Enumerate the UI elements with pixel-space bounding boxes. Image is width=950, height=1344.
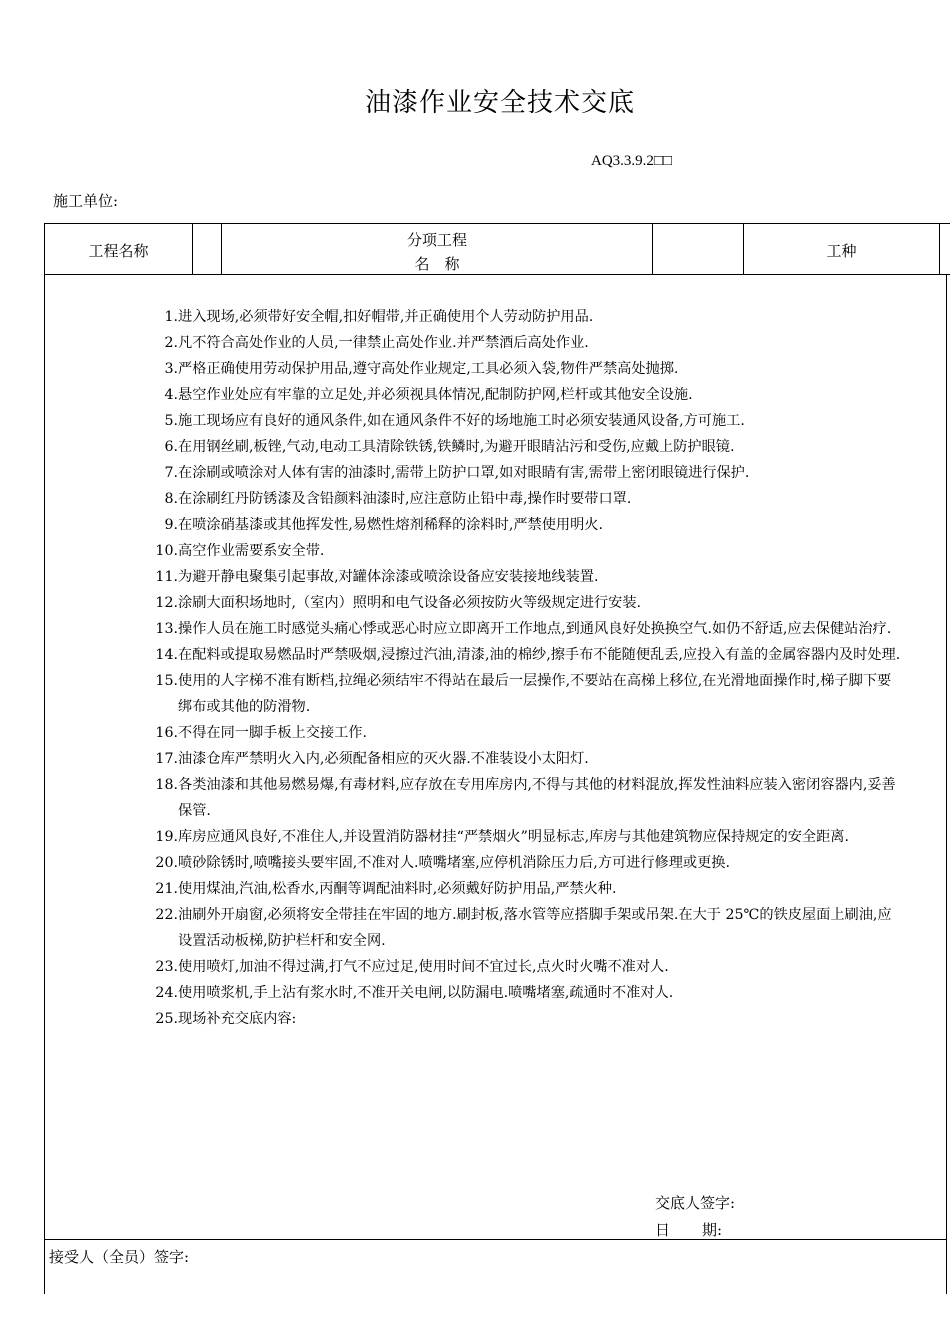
list-item-number-text: 21.: [155, 881, 178, 897]
list-item-text: 使用喷浆机,手上沾有浆水时,不准开关电闸,以防漏电.喷嘴堵塞,疏通时不准对人.: [178, 985, 674, 1001]
list-item-text: 库房应通风良好,不准住人,并设置消防器材挂“严禁烟火”明显标志,库房与其他建筑物应保持规定的安全距离.: [178, 829, 849, 845]
list-item-text: 为避开静电聚集引起事故,对罐体涂漆或喷涂设备应安装接地线装置.: [178, 569, 599, 585]
list-item-number-text: 14.: [155, 647, 178, 663]
table-col-line-5: [939, 223, 940, 275]
project-name-header: 工程名称: [88, 242, 149, 260]
list-item-number: [132, 720, 178, 746]
list-item-number: [132, 434, 178, 460]
list-item: [132, 876, 902, 902]
list-item-number: [132, 564, 178, 590]
list-item-text: 不得在同一脚手板上交接工作.: [178, 725, 367, 741]
list-item-number-text: 6.: [164, 439, 178, 455]
list-item-text: 使用喷灯,加油不得过满,打气不应过足,使用时间不宜过长,点火时火嘴不准对人.: [178, 959, 669, 975]
list-item-number-text: 2.: [164, 335, 178, 351]
list-item-number: [132, 616, 178, 642]
list-item-number: [132, 590, 178, 616]
list-item-text: 在配料或提取易燃品时严禁吸烟,浸擦过汽油,清漆,油的棉纱,擦手布不能随便乱丢,应投入有盖的金属容器内及时处理.: [178, 647, 901, 663]
list-item-number: [132, 954, 178, 980]
list-item: [132, 538, 902, 564]
list-item-number-text: 5.: [164, 413, 178, 429]
list-item: [132, 408, 902, 434]
discloser-signature-label: 交底人签字:: [655, 1194, 736, 1212]
list-item: [132, 1006, 902, 1032]
list-item-number-text: 7.: [164, 465, 178, 481]
list-item-number: [132, 304, 178, 330]
list-item-text: 高空作业需要系安全带.: [178, 543, 325, 559]
list-item-number: [132, 538, 178, 564]
date-label-part1: 日: [655, 1221, 671, 1239]
table-col-line-3: [652, 223, 653, 275]
list-item-number: [132, 902, 178, 954]
list-item: [132, 720, 902, 746]
list-item-number: [132, 1006, 178, 1032]
date-label: [655, 1219, 722, 1240]
list-item-text: 在喷涂硝基漆或其他挥发性,易燃性熔剂稀释的涂料时,严禁使用明火.: [178, 517, 603, 533]
list-item: [132, 382, 902, 408]
list-item-number: [132, 980, 178, 1006]
list-item: [132, 356, 902, 382]
receiver-signature-label: 接受人（全员）签字:: [49, 1248, 190, 1266]
list-item-number-text: 16.: [155, 725, 178, 741]
list-item-text: 悬空作业处应有牢靠的立足处,并必须视具体情况,配制防护网,栏杆或其他安全设施.: [178, 387, 693, 403]
list-item-text: 使用煤油,汽油,松香水,丙酮等调配油料时,必须戴好防护用品,严禁火种.: [178, 881, 617, 897]
list-item-number: [132, 642, 178, 668]
table-col-line-1: [192, 223, 193, 275]
list-item-text: 涂刷大面积场地时,（室内）照明和电气设备必须按防火等级规定进行安装.: [178, 595, 642, 611]
list-item-text: 在涂刷或喷涂对人体有害的油漆时,需带上防护口罩,如对眼睛有害,需带上密闭眼镜进行保护.: [178, 465, 750, 481]
list-item-number: [132, 746, 178, 772]
list-item-text: 使用的人字梯不准有断档,拉绳必须结牢不得站在最后一层操作,不要站在高梯上移位,在光滑地面操作时,梯子脚下要绑布或其他的防滑物.: [178, 673, 892, 715]
document-title: 油漆作业安全技术交底: [364, 88, 635, 118]
list-item-text: 在涂刷红丹防锈漆及含铅颜料油漆时,应注意防止铅中毒,操作时要带口罩.: [178, 491, 632, 507]
list-item: [132, 668, 902, 720]
list-item-number-text: 8.: [164, 491, 178, 507]
list-item-number-text: 1.: [164, 309, 178, 325]
list-item-number: [132, 772, 178, 824]
list-item-number: [132, 512, 178, 538]
list-item-number: [132, 486, 178, 512]
list-item-number-text: 25.: [155, 1011, 178, 1027]
list-item-number-text: 3.: [164, 361, 178, 377]
list-item-number: [132, 356, 178, 382]
list-item-number-text: 19.: [155, 829, 178, 845]
list-item: [132, 434, 902, 460]
sub-project-header-line2: 名 称: [414, 255, 460, 273]
list-item-number-text: 22.: [155, 907, 178, 923]
list-item-number: [132, 460, 178, 486]
list-item-number: [132, 876, 178, 902]
list-item: [132, 746, 902, 772]
sub-project-header-line1: 分项工程: [406, 231, 467, 249]
safety-items-list: [132, 304, 902, 1032]
list-item: [132, 980, 902, 1006]
list-item: [132, 330, 902, 356]
list-item-number: [132, 850, 178, 876]
list-item: [132, 850, 902, 876]
list-item-text: 油漆仓库严禁明火入内,必须配备相应的灭火器.不准装设小太阳灯.: [178, 751, 589, 767]
list-item: [132, 460, 902, 486]
list-item-text: 操作人员在施工时感觉头痛心悸或恶心时应立即离开工作地点,到通风良好处换换空气.如仍不舒适,应去保健站治疗.: [178, 621, 892, 637]
list-item-number-text: 17.: [155, 751, 178, 767]
list-item-text: 施工现场应有良好的通风条件,如在通风条件不好的场地施工时必须安装通风设备,方可施工.: [178, 413, 745, 429]
list-item: [132, 564, 902, 590]
list-item-text: 凡不符合高处作业的人员,一律禁止高处作业.并严禁酒后高处作业.: [178, 335, 589, 351]
list-item-number-text: 13.: [155, 621, 178, 637]
list-item-number: [132, 824, 178, 850]
list-item-number: [132, 382, 178, 408]
list-item: [132, 512, 902, 538]
list-item-number-text: 11.: [155, 569, 178, 585]
trade-header: 工种: [826, 242, 857, 260]
document-code: AQ3.3.9.2□□: [591, 153, 673, 169]
list-item-number-text: 23.: [155, 959, 178, 975]
list-item-number: [132, 408, 178, 434]
list-item: [132, 772, 902, 824]
list-item-number-text: 24.: [155, 985, 178, 1001]
list-item-text: 严格正确使用劳动保护用品,遵守高处作业规定,工具必须入袋,物件严禁高处抛掷.: [178, 361, 679, 377]
list-item: [132, 954, 902, 980]
list-item-text: 现场补充交底内容:: [178, 1011, 297, 1027]
date-label-part2: 期:: [702, 1221, 723, 1239]
list-item-number-text: 18.: [155, 777, 178, 793]
list-item-number-text: 4.: [164, 387, 178, 403]
list-item: [132, 824, 902, 850]
list-item: [132, 616, 902, 642]
list-item-text: 进入现场,必须带好安全帽,扣好帽带,并正确使用个人劳动防护用品.: [178, 309, 594, 325]
list-item-number-text: 12.: [155, 595, 178, 611]
list-item-number-text: 20.: [155, 855, 178, 871]
list-item-number-text: 15.: [155, 673, 178, 689]
table-top-border: [44, 223, 950, 224]
list-item-text: 喷砂除锈时,喷嘴接头要牢固,不准对人.喷嘴堵塞,应停机消除压力后,方可进行修理或更换.: [178, 855, 730, 871]
list-item: [132, 902, 902, 954]
list-item: [132, 486, 902, 512]
list-item-text: 油刷外开扇窗,必须将安全带挂在牢固的地方.刷封板,落水管等应搭脚手架或吊架.在大于 25℃的铁皮屋面上刷油,应设置活动板梯,防护栏杆和安全网.: [178, 907, 892, 949]
construction-unit-label: 施工单位:: [53, 192, 119, 210]
list-item-text: 各类油漆和其他易燃易爆,有毒材料,应存放在专用库房内,不得与其他的材料混放,挥发性油料应装入密闭容器内,妥善保管.: [178, 777, 896, 819]
list-item-text: 在用钢丝刷,板锉,气动,电动工具清除铁锈,铁鳞时,为避开眼睛沾污和受伤,应戴上防护眼镜.: [178, 439, 735, 455]
list-item-number-text: 10.: [155, 543, 178, 559]
list-item-number-text: 9.: [164, 517, 178, 533]
list-item-number: [132, 668, 178, 720]
list-item: [132, 642, 902, 668]
list-item: [132, 304, 902, 330]
list-item: [132, 590, 902, 616]
list-item-number: [132, 330, 178, 356]
